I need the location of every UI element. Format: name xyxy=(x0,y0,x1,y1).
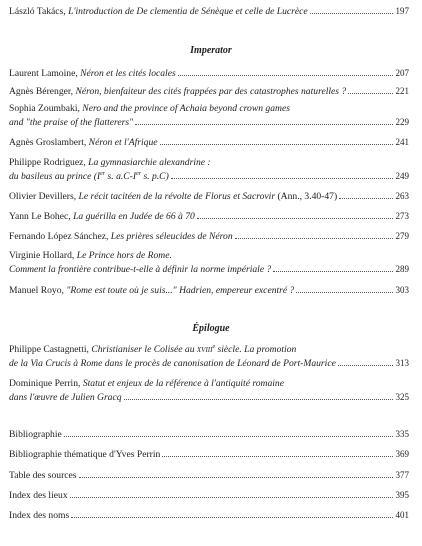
section-heading-imperator: Imperator xyxy=(190,45,232,56)
entry-title: La gymnasiarchie alexandrine : xyxy=(88,157,211,168)
entry-title: La guérilla en Judée de 66 à 70 xyxy=(73,211,195,222)
dot-leader xyxy=(135,124,393,125)
toc-entry-table-des-sources xyxy=(9,469,409,483)
toc-entry-devillers xyxy=(9,190,409,204)
toc-entry-hollard xyxy=(9,250,409,276)
entry-page: 249 xyxy=(395,170,409,181)
toc-entry-rodriguez xyxy=(9,157,409,183)
entry-label: Index des lieux xyxy=(9,490,68,501)
entry-title-cont: du basileus au prince (Ier s. a.C-Ier s. p.C) xyxy=(9,170,169,182)
entry-page: 241 xyxy=(395,137,409,147)
entry-title: "Rome est toute où je suis..." Hadrien, empereur excentré ? xyxy=(66,285,295,296)
entry-author: Philippe Castagnetti, xyxy=(9,344,89,355)
dot-leader xyxy=(235,238,393,239)
dot-leader xyxy=(178,75,393,76)
entry-author: Agnès Groslambert, xyxy=(9,137,87,148)
toc-entry-zoumbaki xyxy=(9,103,409,129)
toc-entry-lebohec xyxy=(9,210,409,224)
dot-leader xyxy=(162,456,393,457)
entry-title-cont: dans l'œuvre de Julien Gracq xyxy=(9,391,122,403)
dot-leader xyxy=(339,198,393,199)
entry-author: Philippe Rodriguez, xyxy=(9,157,86,168)
toc-entry-takacs xyxy=(9,5,409,19)
entry-author: Dominique Perrin, xyxy=(9,378,81,389)
entry-label: Index des noms xyxy=(9,510,70,521)
entry-page: 401 xyxy=(395,510,409,520)
entry-title-cont: Comment la frontière contribue-t-elle à définir la norme impériale ? xyxy=(9,263,272,275)
toc-entry-berenger xyxy=(9,85,409,99)
dot-leader xyxy=(160,144,393,145)
dot-leader xyxy=(197,218,393,219)
toc-entry-royo xyxy=(9,284,409,298)
dot-leader xyxy=(124,399,393,400)
entry-page: 229 xyxy=(395,116,409,127)
toc-entry-lamoine xyxy=(9,67,409,81)
dot-leader xyxy=(296,292,393,293)
entry-page: 273 xyxy=(395,211,409,221)
entry-title: Néron, bienfaiteur des cités frappées par des catastrophes naturelles ? xyxy=(75,86,347,97)
entry-title: L'introduction de De clementia de Sénèque et celle de Lucrèce xyxy=(68,6,308,17)
toc-entry-groslambert xyxy=(9,136,409,150)
entry-title: Statut et enjeux de la référence à l'antiquité romaine xyxy=(82,378,284,389)
entry-title-cont: and "the praise of the flatterers" xyxy=(9,116,134,128)
entry-page: 335 xyxy=(395,429,409,439)
entry-page: 369 xyxy=(395,449,409,459)
entry-label: Table des sources xyxy=(9,470,77,481)
dot-leader xyxy=(310,13,393,14)
toc-entry-index-des-lieux xyxy=(9,489,409,503)
toc-entry-castagnetti xyxy=(9,344,409,370)
entry-title: Le récit tacitéen de la révolte de Florus et Sacrovir xyxy=(78,191,276,202)
entry-author: Olivier Devillers, xyxy=(9,191,77,202)
dot-leader xyxy=(70,497,393,498)
entry-page: 303 xyxy=(395,285,409,295)
entry-label: Bibliographie thématique d'Yves Perrin xyxy=(9,449,161,460)
entry-title: Les prières séleucides de Néron xyxy=(110,231,233,242)
entry-page: 289 xyxy=(395,263,409,274)
entry-page: 377 xyxy=(395,470,409,480)
entry-author: Manuel Royo, xyxy=(9,285,64,296)
entry-author: Agnès Bérenger, xyxy=(9,86,74,97)
entry-page: 207 xyxy=(395,68,409,78)
entry-author: Fernando López Sánchez, xyxy=(9,231,109,242)
entry-title-cont: de la Via Crucis à Rome dans le procès de canonisation de Léonard de Port-Maurice xyxy=(9,357,336,369)
entry-title: Le Prince hors de Rome. xyxy=(76,250,172,261)
entry-text xyxy=(9,6,308,19)
toc-entry-perrin xyxy=(9,378,409,404)
entry-author: Laurent Lamoine, xyxy=(9,68,78,79)
toc-entry-lopez-sanchez xyxy=(9,230,409,244)
section-heading-epilogue: Épilogue xyxy=(192,323,230,334)
toc-entry-index-des-noms xyxy=(9,509,409,523)
entry-page: 263 xyxy=(395,191,409,201)
entry-title-extra: (Ann., 3.40-47) xyxy=(277,191,338,202)
entry-title: Néron et les cités locales xyxy=(80,68,176,79)
dot-leader xyxy=(171,178,393,179)
entry-title: Nero and the province of Achaia beyond crown games xyxy=(82,103,290,114)
toc-entry-bibliographie xyxy=(9,428,409,442)
entry-author: Sophia Zoumbaki, xyxy=(9,103,80,114)
entry-page: 279 xyxy=(395,231,409,241)
entry-title: Christianiser le Colisée au xviii$^e$ siècle. La promotion xyxy=(91,344,297,355)
entry-page: 221 xyxy=(395,86,409,96)
entry-title: Néron et l'Afrique xyxy=(88,137,158,148)
dot-leader xyxy=(348,93,393,94)
entry-page: 197 xyxy=(395,6,409,16)
dot-leader xyxy=(338,365,393,366)
entry-author: Virginie Hollard, xyxy=(9,250,75,261)
entry-label: Bibliographie xyxy=(9,429,62,440)
toc-entry-bibliographie-thematique xyxy=(9,448,409,462)
dot-leader xyxy=(273,271,393,272)
entry-author: Yann Le Bohec, xyxy=(9,211,71,222)
entry-page: 395 xyxy=(395,490,409,500)
entry-author: László Takács, xyxy=(9,6,66,17)
entry-page: 313 xyxy=(395,357,409,368)
dot-leader xyxy=(64,436,393,437)
dot-leader xyxy=(71,517,393,518)
entry-page: 325 xyxy=(395,391,409,402)
dot-leader xyxy=(79,477,393,478)
